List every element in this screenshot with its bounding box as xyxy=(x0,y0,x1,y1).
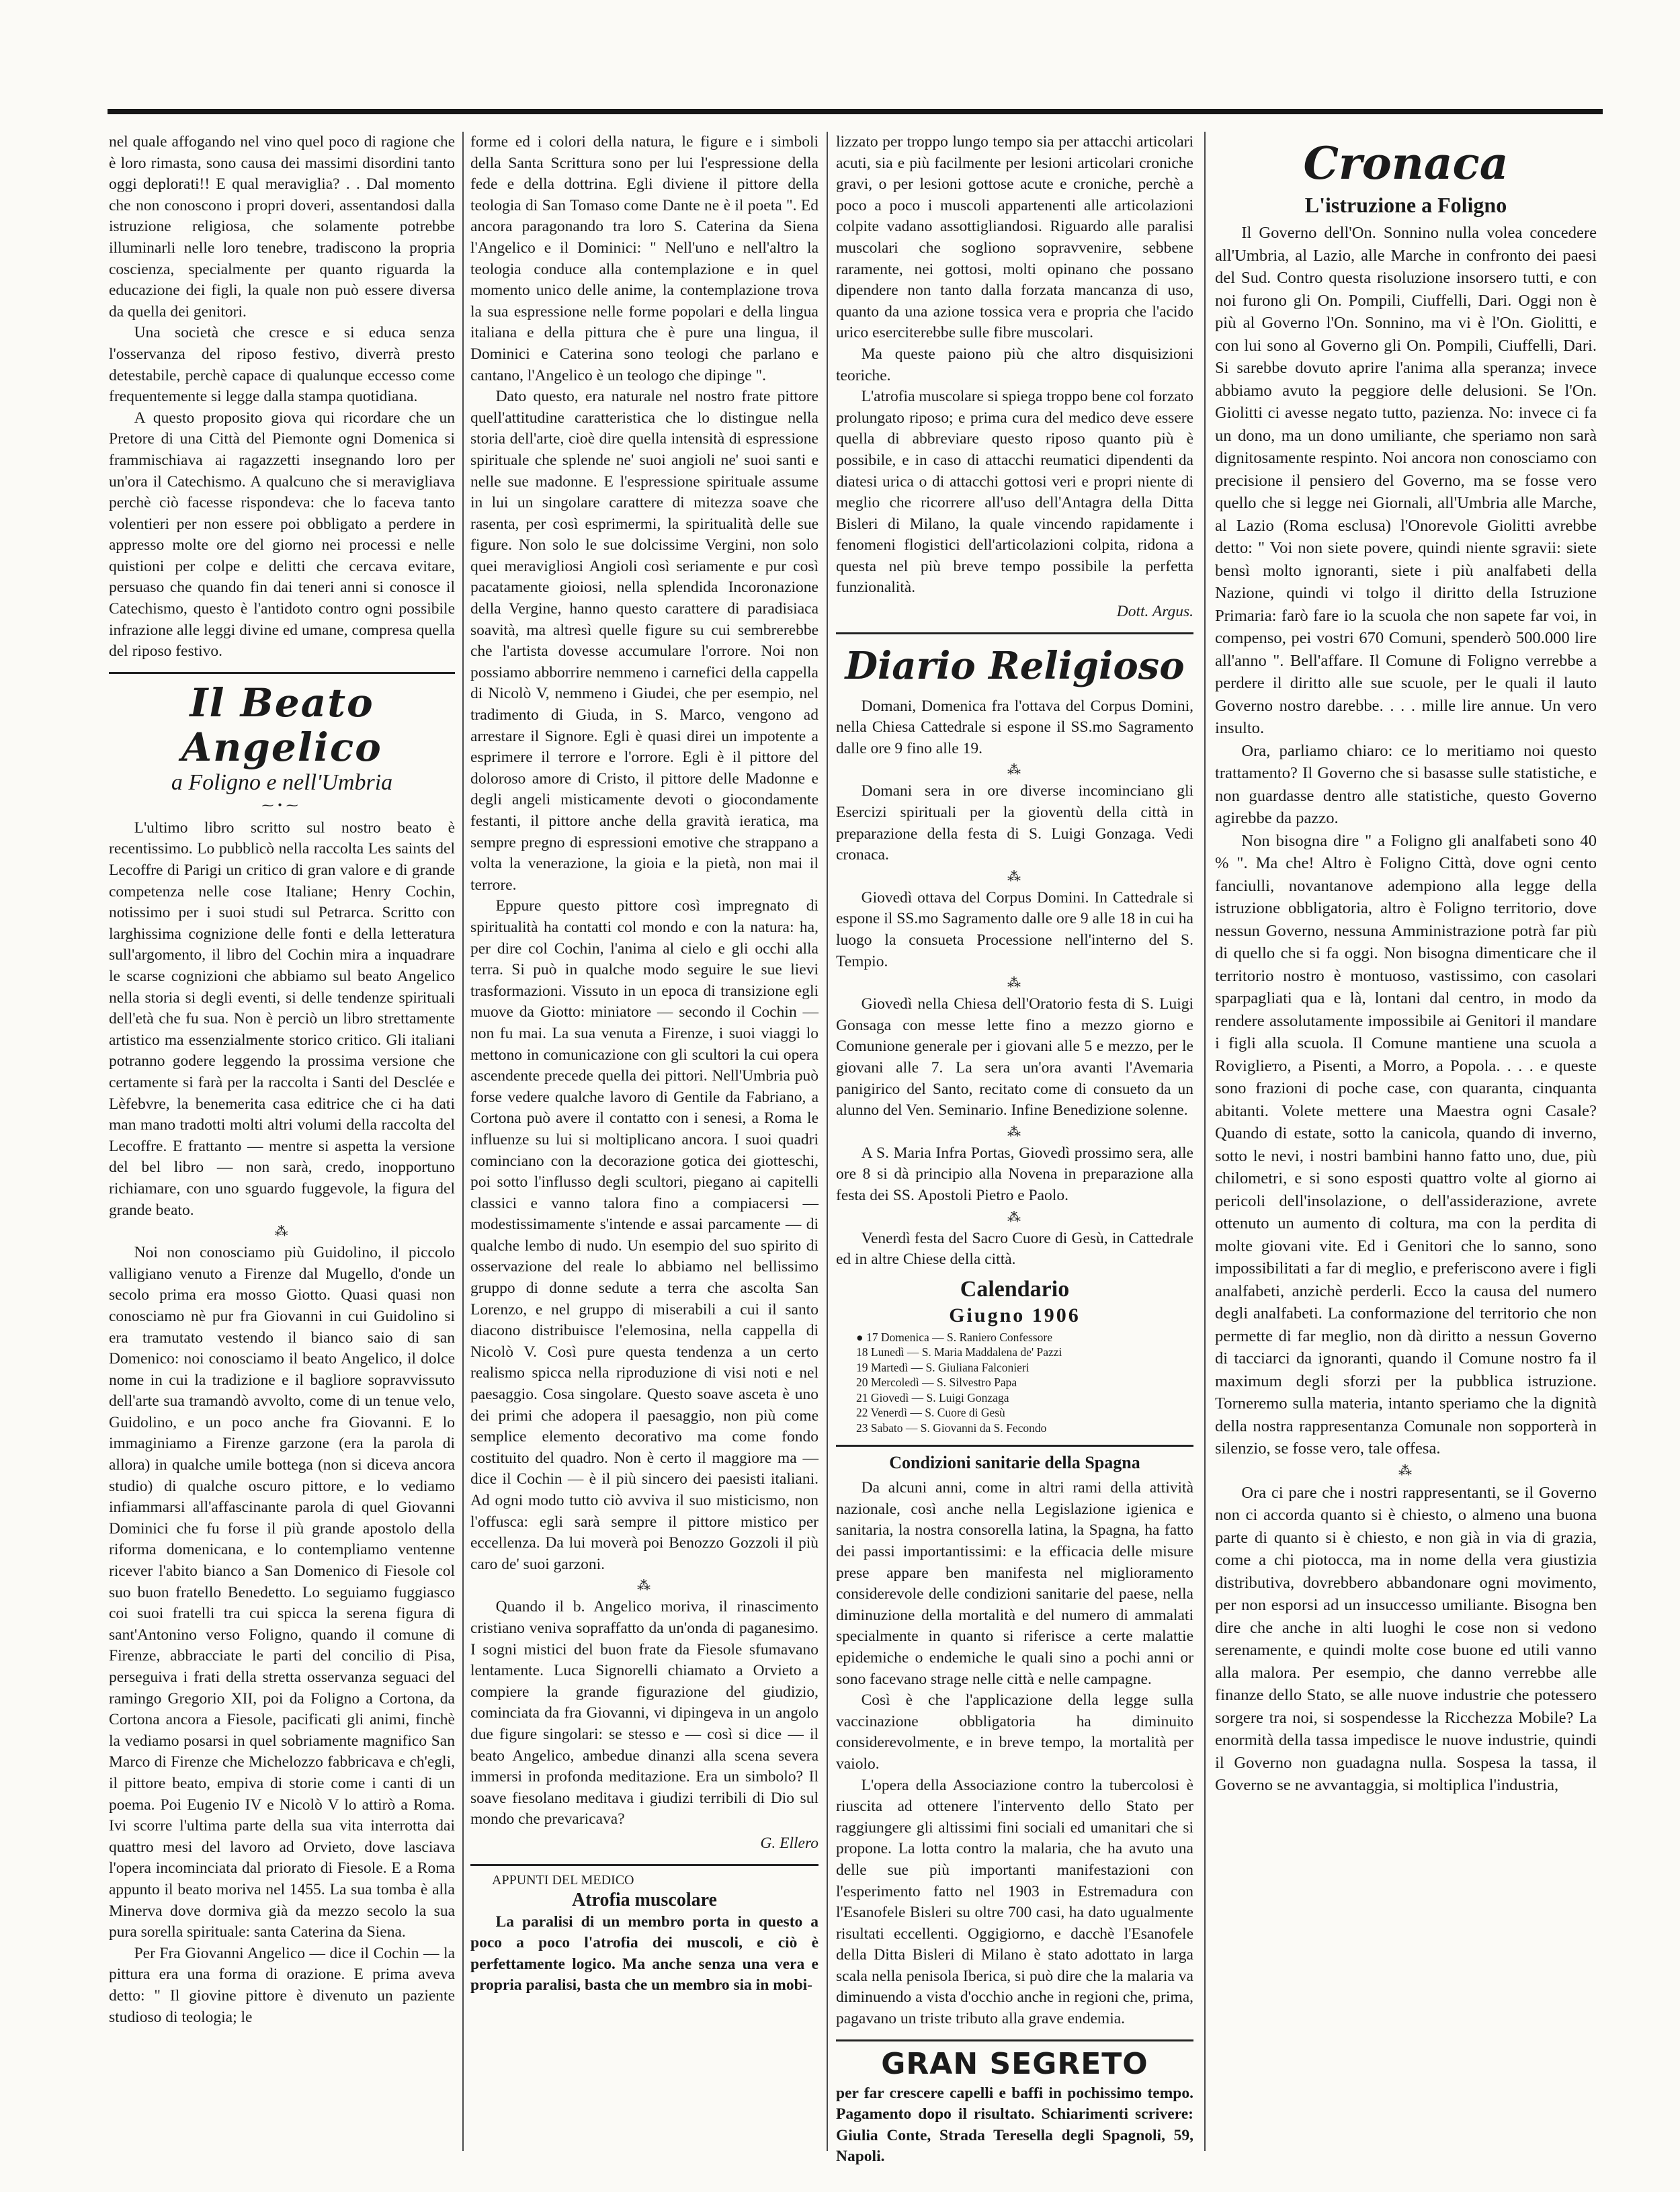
ad-title: GRAN SEGRETO xyxy=(881,2046,1148,2081)
paragraph: Da alcuni anni, come in altri rami della attività nazionale, così anche nella Legislazione igienica e sanitaria, la nostra consorella latina, la Spagna, ha fatto dei passi importantissimi: e la efficacia delle misure prese appare ben manifesta nel miglioramento considerevole delle condizioni sanitarie del paese, nella diminuzione della mortalità e del numero di ammalati specialmente in quanto si riferisce a certe malattie epidemiche o endemiche le quali sino a pochi anni or sono facevano strage nelle città e nelle campagne. xyxy=(836,1479,1193,1688)
section-title: Diario Religioso xyxy=(845,643,1185,688)
section-divider xyxy=(836,2039,1193,2041)
paragraph: La paralisi di un membro porta in questo a poco a poco l'atrofia dei muscoli, e ciò è perfettamente logico. Ma anche senza una vera e propria paralisi, basta che un membro sia in mobi- xyxy=(470,1912,818,1994)
paragraph: Per Fra Giovanni Angelico — dice il Cochin — la pittura era una forma di orazione. E prima aveva detto: " Il giovine pittore è divenuto un paziente studioso di teologia; le xyxy=(109,1944,455,2026)
paragraph: Il Governo dell'On. Sonnino nulla volea concedere all'Umbria, al Lazio, alle Marche in confronto dei paesi del Sud. Contro questa risoluzione insorsero tutti, e con noi furono gli On. Pompili, Ciuffelli, Dari. Oggi non è più al Governo l'On. Sonnino, ma vi è l'On. Giolitti, e con lui sono al Governo gli On. Pompili, Ciuffelli, Dari. Si sarebbe dovuto aprire l'anima alla speranza; invece abbiamo avuto la peggiore delle delusioni. Se l'On. Giolitti ci avesse negato tutto, pazienza. No: invece ci fa un dono, ma un dono umiliante, che speriamo non sarà dignitosamente respinto. Noi ancora non conosciamo con precisione il pensiero del Governo, ma se fosse vero quello che si legge nei Giornali, all'Umbria alle Marche, al Lazio (Roma esclusa) l'Onorevole Giolitti avrebbe detto: " Voi non siete povere, quindi niente sgravii: siete bensì molto ignoranti, siete i più analfabeti della Nazione, quindi vi tolgo il diritto della Istruzione Primaria: farò fare io la scuola che non sapete far voi, in compenso, pei vostri 670 Comuni, spenderò 500.000 lire all'anno ". Bell'affare. Il Comune di Foligno verrebbe a perdere il diritto alle sue scuole, per le quali il lauto Governo nostro darebbe. . . . mille lire annue. Un vero insulto. xyxy=(1215,224,1597,737)
calendar-row: 19 Martedì — S. Giuliana Falconieri xyxy=(856,1360,1030,1374)
paragraph: forme ed i colori della natura, le figure e i simboli della Santa Scrittura sono per lui l'espressione della fede e della dottrina. Egli diviene il pittore della teologia di San Tomaso come Dante ne è il poeta ". Ed ancora paragonando tra loro S. Caterina da Siena l'Angelico e il Dominici: " Nell'uno e nell'altro la teologia conduce alla contemplazione e in quel momento unico delle anime, la contemplazione trova la sua espressione nelle forme popolari e della lingua italiana e della pittura che è pure una lingua, il Dominici e Caterina sono teologi che parlano e cantano, l'Angelico è un teologo che dipinge ". xyxy=(470,133,818,384)
paragraph: L'atrofia muscolare si spiega troppo bene col forzato prolungato riposo; e prima cura del medico deve essere quella di abbreviare questo riposo quanto più è possibile, e in caso di attacchi reumatici dipendenti da diatesi urica o di attacchi gottosi veri e propri niente di meglio che ricorrere all'uso dell'Antagra della Ditta Bisleri di Milano, la quale vincendo rapidamente i fenomeni flogistici dell'articolazioni colpita, ridona a questa nel più breve tempo possibile la perfetta funzionalità. xyxy=(836,388,1193,597)
asterism: ⁂ xyxy=(274,1224,290,1240)
asterism: ⁂ xyxy=(1007,1124,1022,1140)
calendar-row: 20 Mercoledì — S. Silvestro Papa xyxy=(856,1376,1017,1390)
asterism: ⁂ xyxy=(1007,976,1022,991)
article-title: Il Beato Angelico xyxy=(181,679,382,770)
calendar-row: 22 Venerdì — S. Cuore di Gesù xyxy=(856,1406,1005,1420)
advertisement xyxy=(836,2047,1193,2168)
ad-text: per far crescere capelli e baffi in pochissimo tempo. Pagamento dopo il risultato. Schiarimenti scrivere: Giulia Conte, Strada Teresella degli Spagnoli, 59, Napoli. xyxy=(836,2084,1193,2166)
byline: Dott. Argus. xyxy=(1116,603,1193,621)
asterism: ⁂ xyxy=(637,1578,652,1594)
calendar-row: ● 17 Domenica — S. Raniero Confessore xyxy=(856,1330,1052,1344)
calendar-title: Calendario xyxy=(960,1276,1070,1302)
section-divider xyxy=(836,632,1193,634)
paragraph: Ora ci pare che i nostri rappresentanti, se il Governo non ci accorda quanto si è chiesto, o almeno una buona parte di quanto si è chiesto, e non già in via di grazia, come a chi piotocca, ma in nome della vera giustizia distributiva, dovrebbero abbandonare ogni movimento, per non esporsi ad un insuccesso umiliante. Bisogna ben dire che anche in alti luoghi le cose non si vedono serenamente, e quindi molte cose buone ed utili vanno alla malora. Per esempio, che danno verrebbe alle finanze dello Stato, se alle nuove industrie che potessero sorgere tra noi, si sospendesse la Ricchezza Mobile? La enormità della tassa impedisce le nuove industrie, quindi il Governo non guadagna nulla. Sospesa la tassa, il Governo se ne avvantaggia, si moltiplica l'industria, xyxy=(1215,1483,1597,1794)
column-2 xyxy=(470,132,818,2151)
section-divider xyxy=(109,672,455,674)
column-rule xyxy=(827,132,828,2151)
column-4 xyxy=(1215,132,1597,2151)
paragraph: Così è che l'applicazione della legge sulla vaccinazione obbligatoria ha diminuito considerevolmente, e in breve tempo, la mortalità per vaiolo. xyxy=(836,1691,1193,1773)
asterism: ⁂ xyxy=(1398,1463,1413,1478)
paragraph: Domani sera in ore diverse incominciano gli Esercizi spirituali per la gioventù della città in preparazione della festa di S. Luigi Gonzaga. Vedi cronaca. xyxy=(836,782,1193,864)
top-rule xyxy=(108,109,1603,114)
asterism: ⁂ xyxy=(1007,763,1022,778)
paragraph: lizzato per troppo lungo tempo sia per attacchi articolari acuti, sia e più facilmente per lesioni articolari croniche gravi, o per lesioni gottose acute e croniche, perchè a poco a poco i muscoli appartenenti alle articolazioni colpite vadano assottigliandosi. Riguardo alle paralisi muscolari che sogliono sopravvenire, sebbene raramente, nei gottosi, molti opinano che possano dipendere non tanto dalla forzata mancanza di uso, quanto da una azione tossica vera e propria che l'acido urico eserciterebbe sulle fibre muscolari. xyxy=(836,133,1193,342)
asterism: ⁂ xyxy=(1007,1210,1022,1225)
paragraph: Noi non conosciamo più Guidolino, il piccolo valligiano venuto a Firenze dal Mugello, d'onde un secolo prima era mosso Giotto. Quasi quasi non conosciamo nè pur fra Giovanni in cui Guidolino si era tramutato vestendo il bianco saio di san Domenico: noi conosciamo il beato Angelico, il dolce nome in cui la tradizione e il bagliore sopravvissuto dell'arte sua tramandò avvolto, come di un tenue velo, Guidolino, e un poco anche fra Giovanni. E lo immaginiamo a Firenze garzone (era la parola di allora) in qualche umile bottega (non si diceva ancora studio) di qualche oscuro pittore, e lo vediamo infiammarsi all'affascinante parola di quel Giovanni Dominici che fu forse il più grande apostolo della riforma domenicana, e lo contempliamo ventenne ricever l'abito bianco a San Domenico di Fiesole col suo buon fratello Benedetto. Lo seguiamo fuggiasco coi suoi fratelli tra cui spicca la serena figura di sant'Antonino verso Foligno, quando il comune di Firenze, abbracciate le parti del concilio di Pisa, perseguiva i frati della stretta osservanza seguaci del ramingo Gregorio XII, poi da Foligno a Cortona, da Cortona ancora a Fiesole, pacificati gli animi, finchè la vediamo posarsi in quel sobriamente magnifico San Marco di Firenze che Michelozzo fabbricava e ch'egli, il pittore beato, empiva di storie come i canti di un poema. Poi Eugenio IV e Nicolò V lo attirò a Roma. Ivi scorre l'ultima parte della sua vita interrotta dai quattro mesi del lavoro ad Orvieto, dove lasciava l'opera incominciata dal priorato di Fiesole. E a Roma appunto il beato moriva nel 1455. La sua tomba è alla Minerva dove dormiva già da mezzo secolo la sua pura sorella spirituale: santa Caterina da Siena. xyxy=(109,1244,455,1941)
paragraph: Eppure questo pittore così impregnato di spiritualità ha contatti col mondo e con la natura: ha, per dire col Cochin, l'anima al cielo e gli occhi alla terra. Si può in qualche modo seguire le sue lievi trasformazioni. Vissuto in un epoca di transizione egli muove da Giotto: miniatore — secondo il Cochin — non fu mai. La sua venuta a Firenze, i suoi viaggi lo mettono in comunicazione con gli scultori la cui opera ascendente precede quella dei pittori. Nell'Umbria può forse vedere qualche lavoro di Gentile da Fabriano, a Cortona può avere il contatto con i senesi, a Roma le influenze su lui si moltiplicano ancora. I suoi quadri cominciano con la decorazione gotica dei giotteschi, poi sotto l'influsso degli scultori, piegano ai capitelli classici e vanno talora fino a compiacersi — modestissimamente s'intende e assai parcamente — di qualche lembo di nudo. Un esempio del suo spirito di osservazione del reale lo abbiamo nel bellissimo gruppo di donne sedute a terra che ascolta San Lorenzo, e nel gruppo di miserabili a cui il santo diacono distribuisce l'elemosina, nella cappella di Nicolò V. Così pure questa tendenza a un certo realismo spicca nella riproduzione di visi noti e nel paesaggio. Cosa singolare. Questo soave asceta è uno dei primi che adopera il paesaggio, non più come semplice elemento decorativo ma come fondo costituito del quadro. Non è certo il maggiore ma — dice il Cochin — è il più sincero dei paesisti italiani. Ad ogni modo tutto ciò avviva il suo misticismo, non l'offusca: egli sarà sempre il pittore mistico per eccellenza. Da lui moverà poi Benozzo Gozzoli il più caro de' suoi garzoni. xyxy=(470,897,818,1573)
section-divider xyxy=(836,1445,1193,1447)
calendar-row: 21 Giovedì — S. Luigi Gonzaga xyxy=(856,1390,1009,1404)
paragraph: A S. Maria Infra Portas, Giovedì prossimo sera, alle ore 8 si dà principio alla Novena in preparazione alla festa dei SS. Apostoli Pietro e Paolo. xyxy=(836,1144,1193,1204)
paragraph: Dato questo, era naturale nel nostro frate pittore quell'attitudine caratteristica che lo distingue nella storia dell'arte, cioè dire quella intensità di espressione spirituale che splende ne' suoi angioli ne' suoi santi e nelle sue madonne. E l'espressione spirituale assume in lui un singolare carattere di mitezza soave che rasenta, per così esprimermi, la spiritualità delle sue figure. Non solo le sue dolcissime Vergini, non solo quei meravigliosi Angioli così seriamente e pur così pacatamente gioiosi, nella splendida Incoronazione della Vergine, hanno questo carattere di paradisiaca soavità, ma altresì quelle figure su cui sembrerebbe che l'artista dovesse accumulare l'orrore. Noi non possiamo abborrire nemmeno i carnefici della cappella di Nicolò V, nemmeno i Giudei, che per esempio, nel tradimento di Giuda, in S. Marco, vengono ad arrestare il Signore. Egli è quasi direi un impotente a esprimere il terrore e l'orrore. Egli è il pittore del doloroso amore di Cristo, il pittore delle Madonne e degli angeli misticamente devoti o giocondamente festanti, il pittore anche della gravità ieratica, ma sempre pregno di espressioni emotive che strappano a volta la venerazione, la gioia e la pietà, non mai il terrore. xyxy=(470,388,818,894)
paragraph: Ora, parliamo chiaro: ce lo meritiamo noi questo trattamento? Il Governo che si basasse sulle statistiche, e non guardasse dentro alle statistiche, questo Governo agirebbe da pazzo. xyxy=(1215,741,1597,827)
byline: G. Ellero xyxy=(760,1834,818,1852)
article-title: Atrofia muscolare xyxy=(572,1889,717,1910)
column-rule xyxy=(1204,132,1206,2151)
calendar-list xyxy=(836,1330,1193,1436)
paragraph: Ma queste paiono più che altro disquisizioni teoriche. xyxy=(836,345,1193,384)
article-title: L'istruzione a Foligno xyxy=(1304,193,1507,217)
column-rule xyxy=(462,132,464,2151)
paragraph: Quando il b. Angelico moriva, il rinascimento cristiano veniva sopraffatto da un'onda di paganesimo. I sogni mistici del buon frate da Fiesole sfumavano lentamente. Luca Signorelli chiamato a Orvieto a compiere la grande figurazione del giudizio, cominciata da fra Giovanni, vi dipingeva in un angolo due figure singolari: se stesso e — così si dice — il beato Angelico, ambedue dinanzi alla scena severa immersi in profonda meditazione. Era un simbolo? Il soave fiesolano meditava i giudizi terribili di Dio sul mondo che prevaricava? xyxy=(470,1598,818,1828)
calendar-row: 23 Sabato — S. Giovanni da S. Fecondo xyxy=(856,1421,1047,1435)
asterism: ⁂ xyxy=(1007,869,1022,884)
column-3 xyxy=(836,132,1193,2166)
paragraph: A questo proposito giova qui ricordare che un Pretore di una Città del Piemonte ogni Domenica si frammischiava ai ragazzetti insegnando loro per un'ora il Catechismo. A qualcuno che si meravigliava perchè ciò facesse rispondeva: che lo faceva tanto volentieri per non essere poi obbligato a perdere in appresso molte ore del giorno nei processi e nelle quistioni per colpe e delitti che cercava evitare, persuaso che quando fin dai teneri anni si conosce il Catechismo, questo è l'antidoto contro ogni possibile infrazione alle leggi divine ed umane, compresa quella del riposo festivo. xyxy=(109,409,455,661)
paragraph: L'opera della Associazione contro la tubercolosi è riuscita ad ottenere l'intervento dello Stato per raggiungere gli altissimi fini sociali ed umanitari che si propone. La lotta contro la malaria, che ha avuto una delle sue più importanti manifestazioni con l'esperimento fatto nel 1903 in Estremadura con l'Esanofele Bisleri su oltre 700 casi, ha dato ugualmente risultati eccellenti. Oggigiorno, e dacchè l'Esanofele della Ditta Bisleri di Milano è stato adottato in larga scala nella penisola Iberica, si può dire che la malaria va diminuendo a vista d'occhio anche in regioni che, prima, pagavano un triste tributo alla grave endemia. xyxy=(836,1776,1193,2028)
section-divider xyxy=(470,1864,818,1866)
paragraph: nel quale affogando nel vino quel poco di ragione che è loro rimasta, sono causa dei massimi disordini tanto oggi deplorati!! E qual meraviglia? . . Dal momento che non conoscono i propri doveri, assentandosi dalla istruzione religiosa, che solamente potrebbe illuminarli nelle loro tenebre, tradiscono la propria coscienza, specialmente per quanto riguarda la educazione dei figli, la quale non può essere diversa da quella dei genitori. xyxy=(109,133,455,321)
article-subtitle: a Foligno e nell'Umbria xyxy=(171,769,393,795)
paragraph: Non bisogna dire " a Foligno gli analfabeti sono 40 % ". Ma che! Altro è Foligno Città, dove ogni cento fanciulli, novantanove adempiono alla legge della istruzione obbligatoria, altro è Foligno territorio, dove nessun Governo, nessuna Amministrazione potrà far più di quello che si fa oggi. Non bisogna dimenticare che il territorio nostro è montuoso, vastissimo, con casolari sparpagliati qua e là, lontani dal centro, in modo da rendere assolutamente impossibile ai Genitori il mandare i figli alla scuola. Il Comune mantiene una scuola a Rovigliето, a Pisenti, a Morro, a Popola. . . . e queste sono frazioni di poche case, con quaranta, cinquanta abitanti. Volete mettere una Maestra ogni Casale? Quando di estate, sotto la canicola, quando di inverno, sotto le nevi, i nostri bambini hanno fatto uno, due, più chilometri, e si sono esposti quattro volte al giorno ai pericoli dell'insolazione, o dell'assiderazione, avrete ottenuto un aumento di coltura, ma con la perdita di molte giovani vite. Ed i Genitori che lo sanno, sono impossibilitati a far di meglio, e preferiscono avere i figli analfabeti, anzichè perderli. Ecco la causa del numero degli analfabeti. La conformazione del territorio che non permette di far meglio, non dà diritto a nessun Governo di tacciarci da ignoranti, quando il Comune nostro fa il maximum degli sforzi per la pubblica istruzione. Torneremo sulla materia, intanto speriamo che la dignità della nostra rappresentanza Comunale non sopporterà in silenzio, se fosse vero, tale offesa. xyxy=(1215,831,1597,1458)
paragraph: Venerdì festa del Sacro Cuore di Gesù, in Cattedrale ed in altre Chiese della città. xyxy=(836,1229,1193,1269)
column-1 xyxy=(109,132,455,2151)
calendar-month: Giugno 1906 xyxy=(949,1304,1081,1326)
section-header: Cronaca xyxy=(1303,137,1509,189)
paragraph: Giovedì ottava del Corpus Domini. In Cattedrale si espone il SS.mo Sagramento dalle ore 9 alle 18 in cui ha luogo la consueta Processione nell'interno del S. Tempio. xyxy=(836,888,1193,970)
ornament-divider: ⁓•⁓ xyxy=(261,798,302,812)
section-label: APPUNTI DEL MEDICO xyxy=(492,1872,634,1888)
paragraph: Domani, Domenica fra l'ottava del Corpus Domini, nella Chiesa Cattedrale si espone il SS.mo Sagramento dalle ore 9 fino alle 19. xyxy=(836,697,1193,757)
calendar-row: 18 Lunedì — S. Maria Maddalena de' Pazzi xyxy=(856,1345,1062,1359)
paragraph: L'ultimo libro scritto sul nostro beato è recentissimo. Lo pubblicò nella raccolta Les saints del Lecoffre di Parigi un critico di gran valore e di grande competenza nelle cose Italiane; Henry Cochin, notissimo per i suoi studi sul Petrarca. Scritto con larghissima cognizione delle fonti e della letteratura sull'argomento, il libro del Cochin mira a inquadrare le scarse cognizioni che abbiamo sul beato Angelico nella storia si degli eventi, si delle tendenze spirituali dell'età che fu sua. Non è perciò un libro strettamente artistico ma essenzialmente storico critico. Gli italiani potranno godere leggendo la prossima versione che certamente si farà per la raccolta i Santi del Desclée e Lèfebvre, la benemerita casa editrice che ci ha dati man mano tradotti molti altri volumi della raccolta del Lecoffre. E frattanto — mentre si aspetta la versione del bel libro — non sarà, credo, inopportuno richiamare, con uno sguardo fuggevole, la figura del grande beato. xyxy=(109,818,455,1219)
paragraph: Giovedì nella Chiesa dell'Oratorio festa di S. Luigi Gonsaga con messe lette fino a mezzo giorno e Comunione generale per i giovani alle 5 e mezzo, per le giovani alle 7. La sera un'ora avanti l'Avemaria panigirico del Santo, recitato come di consueto da un alunno del Ven. Seminario. Infine Benedizione solenne. xyxy=(836,995,1193,1120)
article-title: Condizioni sanitarie della Spagna xyxy=(889,1453,1140,1473)
paragraph: Una società che cresce e si educa senza l'osservanza del riposo festivo, diverrà presto detestabile, perchè capace di qualunque eccesso come frequentemente si legge dalla stampa quotidiana. xyxy=(109,324,455,406)
